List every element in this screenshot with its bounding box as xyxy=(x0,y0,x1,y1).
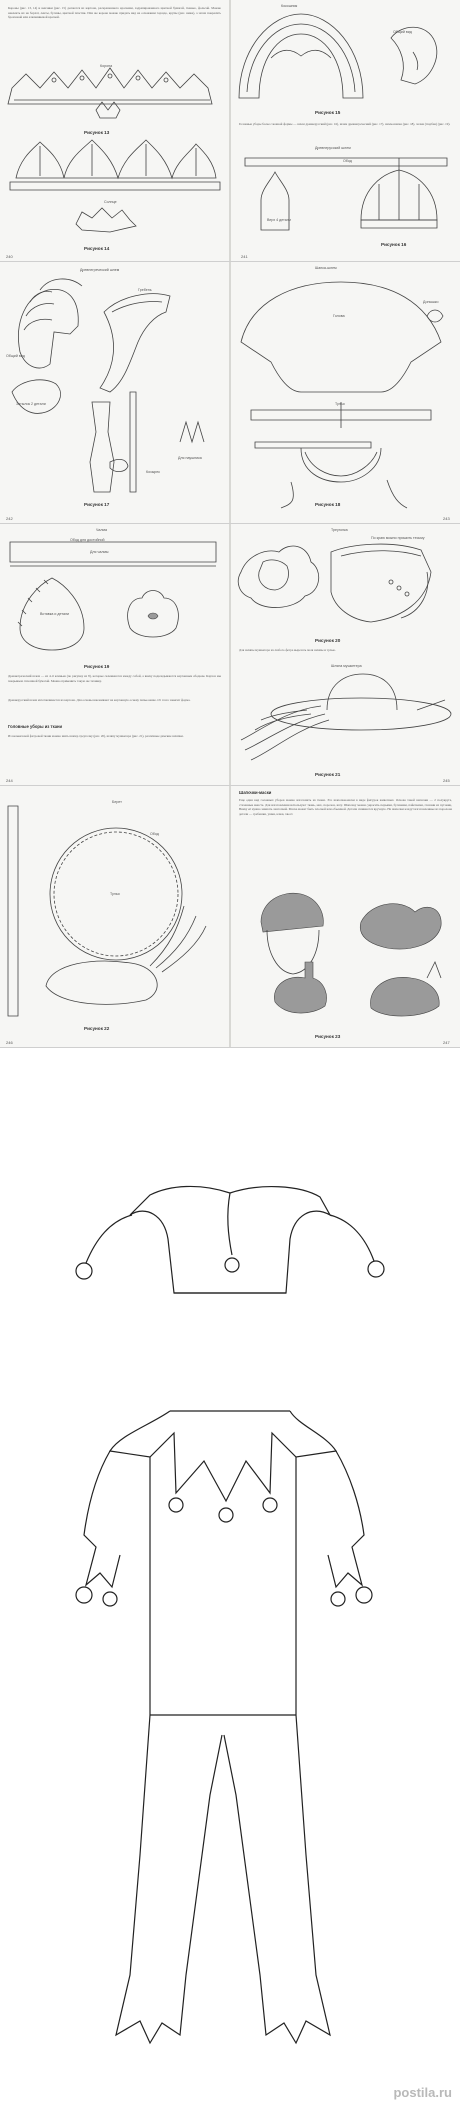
jester-costume-drawing xyxy=(0,1175,460,2106)
watermark: postila.ru xyxy=(393,2085,452,2100)
figure-14-caption: Рисунок 14 xyxy=(84,246,110,251)
heading-masks: Шапочки-маски xyxy=(239,790,272,795)
figure-23-caption: Рисунок 23 xyxy=(315,1034,341,1039)
page-number-242: 242 xyxy=(6,516,13,521)
heading-cloth: Головные уборы из ткани xyxy=(8,724,63,729)
page-246 xyxy=(0,786,229,1047)
label-crown: Корона xyxy=(100,64,113,68)
page-244 xyxy=(0,524,229,785)
book-spread-4 xyxy=(0,786,460,1048)
label-vstavka: Вставка и детали xyxy=(40,612,70,616)
label-zatylok: Затылок 2 детали xyxy=(16,402,46,406)
label-shapka-shlem: Шапка-шлем xyxy=(315,266,337,270)
figure-17-caption: Рисунок 17 xyxy=(84,502,110,507)
figure-19-caption: Рисунок 19 xyxy=(84,664,110,669)
figure-21-caption: Рисунок 21 xyxy=(315,772,341,777)
page-241 xyxy=(231,0,460,261)
label-tulya-beret: Тулья xyxy=(110,892,120,896)
mask-hats-drawing xyxy=(231,882,460,1032)
figure-18-caption: Рисунок 18 xyxy=(315,502,341,507)
label-shlyapa: Шляпа мушкетера xyxy=(331,664,362,668)
label-chalma: Чалма xyxy=(96,528,107,532)
label-verkh-chalma: Для чалмы xyxy=(90,550,109,554)
treugolka-drawing xyxy=(231,532,460,632)
figure-16-caption: Рисунок 16 xyxy=(381,242,407,247)
page-number-247: 247 xyxy=(443,1040,450,1045)
label-golova: Голова xyxy=(333,314,345,318)
label-obod-chalma: Обод для достойной xyxy=(70,538,105,542)
page-number-245: 245 xyxy=(443,778,450,783)
crown-pattern-drawing xyxy=(0,60,229,120)
page-number-240: 240 xyxy=(6,254,13,259)
label-dlya-naushnika: Для наушника xyxy=(178,456,202,460)
label-verkh: Верх 4 детали xyxy=(267,218,291,222)
label-drevnerus-helm: Древнерусский шлем xyxy=(315,146,351,150)
label-obshchiy-vid-2: Общий вид xyxy=(6,354,25,358)
label-greben: Гребень xyxy=(138,288,152,292)
paragraph-greek: Древнегреческий шлем — из 4–6 клиньев (по рисунку из 8), которые склеиваются между собой, а внизу подкладываются картонным ободком. Картон мы покрываем сплошной бумагой. Можно применить такую же технику. xyxy=(8,674,221,683)
book-spread-3 xyxy=(0,524,460,786)
paragraph-musketeer: Для шляпы мушкетера из любого фетра вырезать поля шляпы и тулью. xyxy=(239,648,336,652)
kokoshnik-drawing xyxy=(231,8,460,108)
label-obod: Обод xyxy=(343,159,352,163)
label-kokoshnik: Кокошник xyxy=(281,4,298,8)
label-greek-helmet: Древнегреческий шлем xyxy=(80,268,120,272)
page-number-246: 246 xyxy=(6,1040,13,1045)
paragraph-crowns: Короны (рис. 13, 14) и венчики (рис. 15) делаются из картона, раскрашенного красками, задрапированного цветной бумагой, тканью, фольгой. Можно наклеить их на бархат, ленты, бусины, цветной пластик. Или же короне можно придать вид на основании гораздо, крупы (рис. ниже), а затем покрасить бронзовой или алюминиевой краской. xyxy=(8,6,221,20)
label-donyshko: Донышко xyxy=(423,300,439,304)
label-tulya: Тулья xyxy=(335,402,345,406)
jester-outline xyxy=(0,1175,460,2106)
figure-20-caption: Рисунок 20 xyxy=(315,638,341,643)
beret-drawing xyxy=(0,796,229,1026)
label-beret: Берет xyxy=(112,800,122,804)
book-spread-2 xyxy=(0,262,460,524)
label-obshchiy-vid: Общий вид xyxy=(393,30,412,34)
label-kozyrek: Козырек xyxy=(146,470,160,474)
paragraph-helmets: Головные уборы более сложной формы — шлем древнерусский (рис. 16), шлем древнегреческий (рис. 17), шлем-шапка (рис. 18), чалма (тюрбан) (рис. 19). xyxy=(239,122,451,126)
figure-13-caption: Рисунок 13 xyxy=(84,130,110,135)
label-solnce: Солнце xyxy=(104,200,117,204)
musketeer-hat-drawing xyxy=(231,670,460,770)
label-treugolka: Треуголка xyxy=(331,528,348,532)
label-note: По краю можно пришить тесьму xyxy=(371,536,425,540)
small-crown-drawing xyxy=(70,204,150,234)
figure-15-caption: Рисунок 15 xyxy=(315,110,341,115)
page-243 xyxy=(231,262,460,523)
figure-22-caption: Рисунок 22 xyxy=(84,1026,110,1031)
paragraph-cloth: Из вельветовой фетровой ткани можно шить шапку-треуголку (рис. 20), шляпу мушкетера (рис. 21), различные дамские шляпки. xyxy=(8,734,184,738)
greek-helmet-drawing xyxy=(0,272,229,512)
crown-leaves-drawing xyxy=(0,138,229,198)
page-240 xyxy=(0,0,229,261)
page-242 xyxy=(0,262,229,523)
page-247 xyxy=(231,786,460,1047)
shapka-shlem-drawing xyxy=(231,272,460,512)
page-245 xyxy=(231,524,460,785)
page-number-243: 243 xyxy=(443,516,450,521)
helmet-pattern-drawing xyxy=(231,150,460,260)
chalma-drawing xyxy=(0,532,229,662)
paragraph-russian: Древнерусский шлем изготавливается из картона. Для основы наклеивают на картонную основу папье-маше. От этого зависит форма. xyxy=(8,698,191,702)
page-number-244: 244 xyxy=(6,778,13,783)
label-obod-beret: Обод xyxy=(150,832,159,836)
book-spread-1 xyxy=(0,0,460,262)
paragraph-masks: Еще один вид головных уборов можно изготовить из ткани. Это шапочки-маски в виде фигурок животных. Основа такой шапочки — 2 полукруга, стачанные вместе. Для изготовления используют ткань, мех, поролон, вату. Шапочку можно украсить перьями, бусинами, пайетками, глазами из пуговиц. Внизу её нужно завязать ленточкой. Маска может быть плоской или объемной. Детали сшиваются вручную. На шапочки кладут изготовленные из поролона детали — гребешки, ушки, клюв, хвост. xyxy=(239,798,452,816)
page-number-241: 241 xyxy=(241,254,248,259)
